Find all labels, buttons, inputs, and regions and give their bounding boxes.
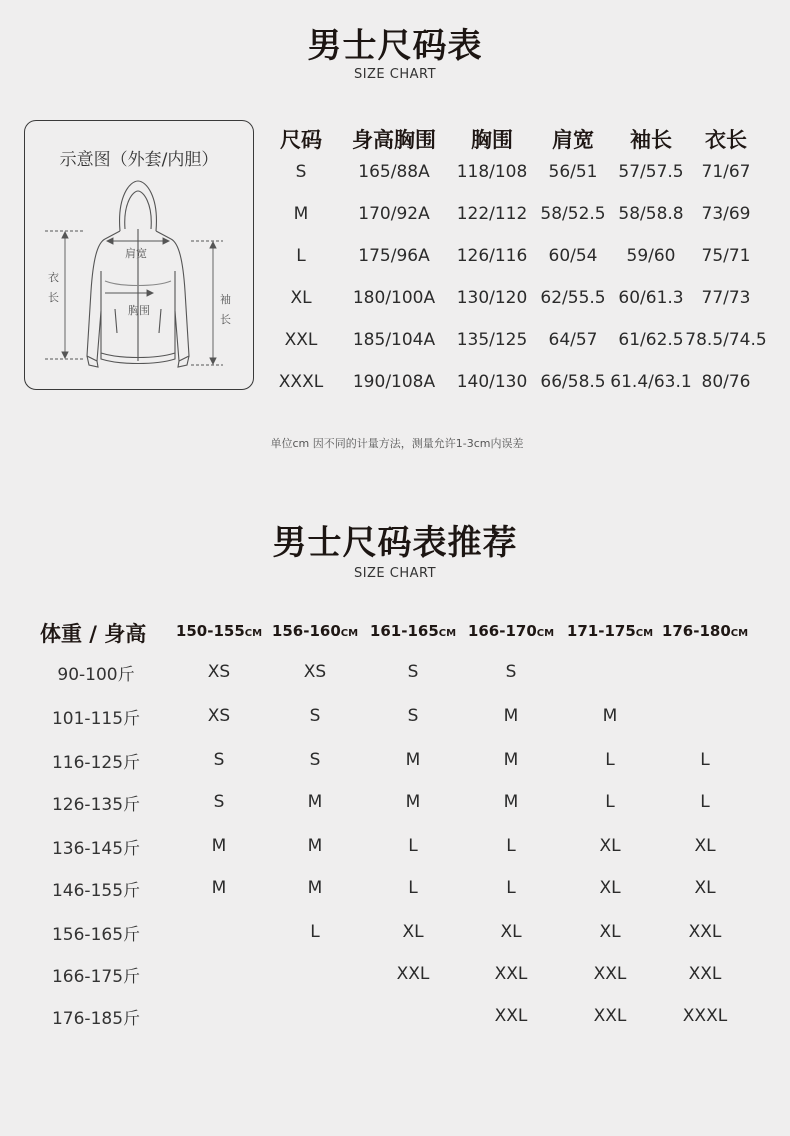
height-unit: CM [730,628,749,639]
recommended-size-cell: M [405,750,421,770]
recommended-size-cell: S [505,662,517,682]
size-table-cell: L [296,246,306,266]
height-unit: CM [635,628,654,639]
size-table-cell: 58/52.5 [540,204,606,224]
recommended-size-cell: XS [207,662,231,682]
size-table-header: 肩宽 [552,128,594,152]
height-range: 171-175 [566,622,636,640]
size-table-cell: 62/55.5 [540,288,606,308]
recommended-size-cell: XL [599,836,621,856]
height-range: 150-155 [175,622,245,640]
recommended-size-cell: M [307,878,323,898]
weight-row-label: 136-145斤 [51,839,141,859]
recommended-size-cell: XL [694,836,716,856]
size-table-header: 身高胸围 [352,128,436,152]
recommended-size-cell: XL [500,922,522,942]
size-table-cell: M [293,204,309,224]
size-table-cell: 56/51 [548,162,598,182]
weight-row-label: 90-100斤 [57,665,135,685]
height-unit: CM [438,628,457,639]
size-table-cell: 126/116 [456,246,528,266]
diagram-caption: 示意图（外套/内胆） [59,150,219,170]
recommended-size-cell: XXXL [682,1006,728,1026]
size-table-cell: 135/125 [456,330,528,350]
size-table-header: 袖长 [630,128,672,152]
recommended-size-cell: L [605,750,615,770]
recommended-size-cell: XXL [688,964,722,984]
recommended-size-cell: XS [207,706,231,726]
weight-row-label: 116-125斤 [51,753,141,773]
size-table-cell: S [295,162,307,182]
measurement-note: 单位cm 因不同的计量方法，测量允许1-3cm内误差 [270,437,524,450]
recommended-size-cell: S [213,750,225,770]
recommended-size-cell: XXL [396,964,430,984]
recommended-size-cell: M [211,836,227,856]
recommended-size-cell: M [503,750,519,770]
label-length-1: 衣 [48,271,59,284]
recommended-size-cell: XS [303,662,327,682]
size-table-cell: 64/57 [548,330,598,350]
recommended-size-cell: L [506,878,516,898]
size-table-cell: 75/71 [701,246,751,266]
size-table-cell: 118/108 [456,162,528,182]
size-table-cell: 122/112 [456,204,528,224]
size-table-cell: 80/76 [701,372,751,392]
size-table-cell: 60/54 [548,246,598,266]
size-table-cell: 78.5/74.5 [685,330,767,350]
size-table-cell: 77/73 [701,288,751,308]
size-table-cell: 190/108A [352,372,436,392]
size-table-cell: 73/69 [701,204,751,224]
label-sleeve-1: 袖 [220,293,231,306]
recommendation-title: 男士尺码表推荐 [272,523,518,563]
size-table-cell: 61.4/63.1 [610,372,692,392]
size-table-cell: XL [290,288,312,308]
recommended-size-cell: L [700,750,710,770]
recommended-size-cell: M [307,792,323,812]
height-column-header [468,622,554,640]
size-table-cell: 165/88A [358,162,430,182]
size-table-cell: 180/100A [352,288,436,308]
weight-row-label: 126-135斤 [51,795,141,815]
recommended-size-cell: XL [694,878,716,898]
recommendation-subtitle: SIZE CHART [353,566,437,581]
recommended-size-cell: XXL [494,964,528,984]
recommended-size-cell: M [405,792,421,812]
weight-row-label: 166-175斤 [51,967,141,987]
label-length-2: 长 [48,291,59,304]
size-table-cell: 66/58.5 [540,372,606,392]
size-table-cell: 185/104A [352,330,436,350]
size-table-cell: XXXL [278,372,324,392]
size-table-cell: 175/96A [358,246,430,266]
size-table-cell: 61/62.5 [618,330,684,350]
recommended-size-cell: S [407,662,419,682]
recommended-size-cell: XL [402,922,424,942]
garment-diagram [24,120,254,390]
size-table-cell: 58/58.8 [618,204,684,224]
recommended-size-cell: L [506,836,516,856]
recommended-size-cell: L [310,922,320,942]
recommended-size-cell: S [309,706,321,726]
weight-row-label: 156-165斤 [51,925,141,945]
recommended-size-cell: S [407,706,419,726]
recommended-size-cell: M [307,836,323,856]
size-chart-title: 男士尺码表 [307,26,483,66]
height-unit: CM [244,628,263,639]
size-table-cell: 60/61.3 [618,288,684,308]
recommended-size-cell: XXL [593,964,627,984]
size-table-cell: 71/67 [701,162,751,182]
size-table-cell: 59/60 [626,246,676,266]
recommended-size-cell: S [309,750,321,770]
size-table-cell: XXL [284,330,318,350]
recommended-size-cell: M [602,706,618,726]
size-table-cell: 57/57.5 [618,162,684,182]
height-column-header [567,622,653,640]
recommended-size-cell: S [213,792,225,812]
height-range: 166-170 [467,622,537,640]
height-range: 161-165 [369,622,439,640]
size-table-cell: 140/130 [456,372,528,392]
height-unit: CM [536,628,555,639]
recommended-size-cell: L [700,792,710,812]
weight-row-label: 176-185斤 [51,1009,141,1029]
recommended-size-cell: L [408,836,418,856]
height-range: 156-160 [271,622,341,640]
size-table-header: 衣长 [705,128,747,152]
recommended-size-cell: L [408,878,418,898]
size-table-header: 尺码 [280,128,322,152]
size-table-cell: 170/92A [358,204,430,224]
weight-height-corner-label: 体重 / 身高 [40,622,147,646]
size-chart-subtitle: SIZE CHART [353,67,437,82]
height-range: 176-180 [661,622,731,640]
recommended-size-cell: L [605,792,615,812]
height-unit: CM [340,628,359,639]
recommended-size-cell: M [211,878,227,898]
size-table-cell: 130/120 [456,288,528,308]
height-column-header [272,622,358,640]
height-column-header [370,622,456,640]
height-column-header [176,622,262,640]
label-shoulder: 肩宽 [125,247,147,260]
recommended-size-cell: M [503,706,519,726]
recommended-size-cell: XL [599,922,621,942]
recommended-size-cell: XXL [688,922,722,942]
recommended-size-cell: XL [599,878,621,898]
size-table-header: 胸围 [471,128,513,152]
label-sleeve-2: 长 [220,313,231,326]
label-chest: 胸围 [128,304,150,317]
recommended-size-cell: XXL [494,1006,528,1026]
recommended-size-cell: XXL [593,1006,627,1026]
height-column-header [662,622,748,640]
recommended-size-cell: M [503,792,519,812]
weight-row-label: 146-155斤 [51,881,141,901]
weight-row-label: 101-115斤 [51,709,141,729]
